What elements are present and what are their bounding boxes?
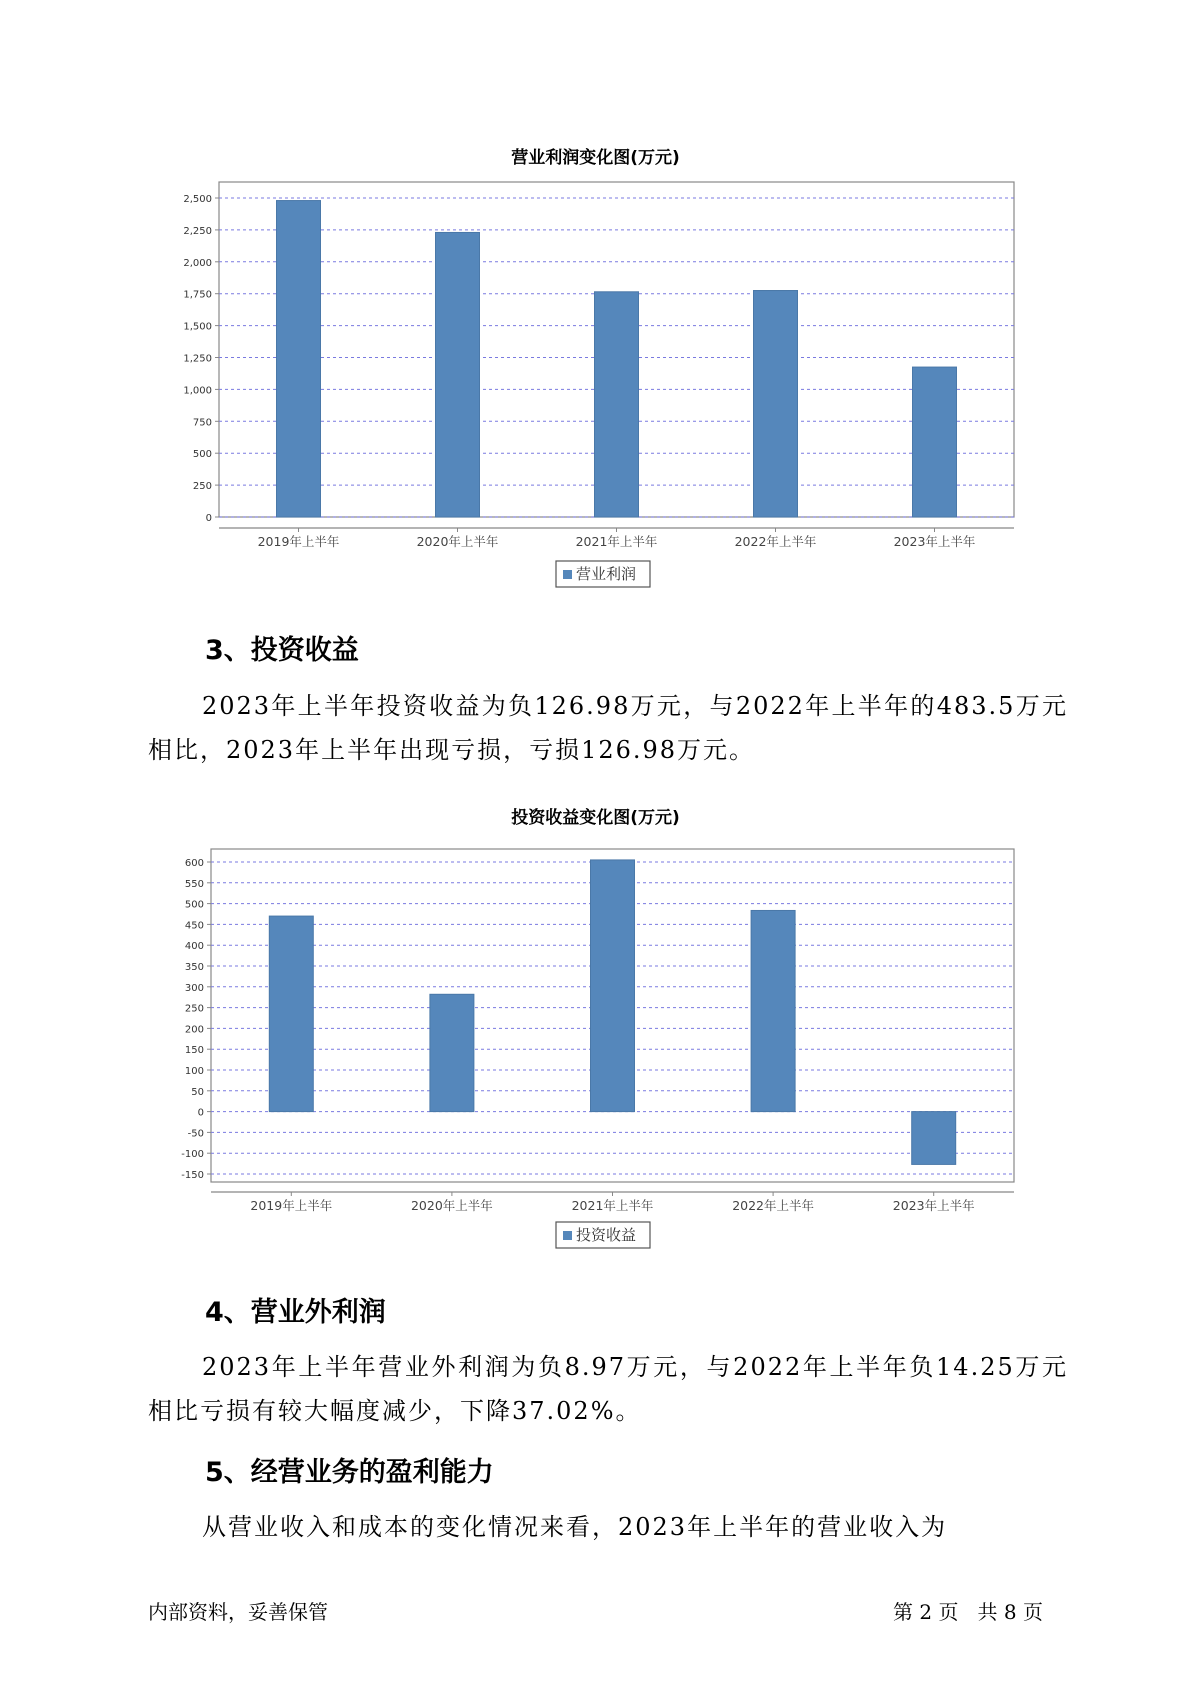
investment-income-chart: [0, 840, 1191, 1260]
footer-page-number: 第 2 页 共 8 页: [893, 1600, 1043, 1624]
y-tick-label: 400: [184, 941, 204, 953]
x-tick-label: 2019年上半年: [257, 534, 340, 549]
y-tick-label: 50: [191, 1086, 204, 1098]
bar-1: [277, 201, 321, 517]
x-tick-label: 2021年上半年: [575, 534, 658, 549]
y-tick-label: 500: [184, 899, 204, 911]
legend-label: 营业利润: [576, 565, 637, 583]
footer-confidential-note: 内部资料，妥善保管: [148, 1600, 328, 1624]
x-tick-label: 2022年上半年: [732, 1198, 815, 1213]
y-tick-label: 0: [205, 513, 212, 524]
bar-1: [269, 916, 313, 1112]
bar-3: [591, 860, 635, 1112]
y-tick-label: 750: [192, 417, 212, 429]
y-tick-label: 150: [184, 1045, 204, 1057]
y-tick-label: -50: [187, 1128, 204, 1140]
bar-5: [913, 367, 957, 517]
section-4-paragraph: 2023年上半年营业外利润为负8.97万元，与2022年上半年负14.25万元相比亏损有较大幅度减少，下降37.02%。: [148, 1353, 1068, 1425]
y-tick-label: 2,250: [183, 225, 212, 237]
x-tick-label: 2023年上半年: [892, 1198, 975, 1213]
y-tick-label: 0: [197, 1107, 204, 1119]
y-tick-label: 1,000: [183, 385, 212, 397]
y-tick-label: 300: [184, 982, 204, 994]
x-tick-label: 2020年上半年: [416, 534, 499, 549]
y-tick-label: 1,750: [183, 289, 212, 301]
section-3-paragraph: 2023年上半年投资收益为负126.98万元，与2022年上半年的483.5万元相比，2023年上半年出现亏损，亏损126.98万元。: [148, 692, 1068, 764]
y-tick-label: -150: [181, 1170, 204, 1181]
y-tick-label: 200: [184, 1024, 204, 1036]
bar-5: [912, 1112, 956, 1165]
section-3-heading: 3、投资收益: [205, 635, 359, 666]
y-tick-label: 500: [192, 449, 212, 461]
chart1-title: 营业利润变化图(万元): [511, 148, 680, 168]
section-5-heading: 5、经营业务的盈利能力: [205, 1457, 494, 1488]
bar-3: [595, 292, 639, 517]
y-tick-label: 100: [184, 1066, 204, 1077]
legend-label: 投资收益: [576, 1226, 637, 1244]
bar-4: [751, 910, 795, 1111]
x-tick-label: 2022年上半年: [734, 534, 817, 549]
x-tick-label: 2023年上半年: [893, 534, 976, 549]
y-tick-label: 450: [184, 920, 204, 932]
legend: [556, 561, 650, 587]
y-tick-label: 550: [184, 878, 204, 890]
legend: [556, 1222, 650, 1248]
bar-2: [430, 994, 474, 1111]
legend-swatch: [563, 570, 572, 579]
y-tick-label: 2,500: [183, 194, 212, 205]
section-4-heading: 4、营业外利润: [205, 1297, 386, 1328]
y-tick-label: 250: [184, 1003, 204, 1015]
legend-swatch: [563, 1231, 572, 1240]
y-tick-label: 350: [184, 962, 204, 973]
y-tick-label: 1,250: [183, 353, 212, 365]
y-tick-label: 250: [192, 481, 212, 493]
x-tick-label: 2020年上半年: [410, 1198, 493, 1213]
operating-profit-chart: [0, 170, 1191, 590]
bar-4: [754, 291, 798, 517]
x-tick-label: 2019年上半年: [250, 1198, 333, 1213]
y-tick-label: 1,500: [183, 321, 212, 333]
section-5-paragraph: 从营业收入和成本的变化情况来看，2023年上半年的营业收入为: [202, 1513, 948, 1541]
y-tick-label: 2,000: [183, 257, 212, 269]
y-tick-label: -100: [181, 1149, 204, 1161]
x-tick-label: 2021年上半年: [571, 1198, 654, 1213]
chart2-title: 投资收益变化图(万元): [511, 808, 680, 828]
y-tick-label: 600: [184, 858, 204, 869]
bar-2: [436, 232, 480, 517]
